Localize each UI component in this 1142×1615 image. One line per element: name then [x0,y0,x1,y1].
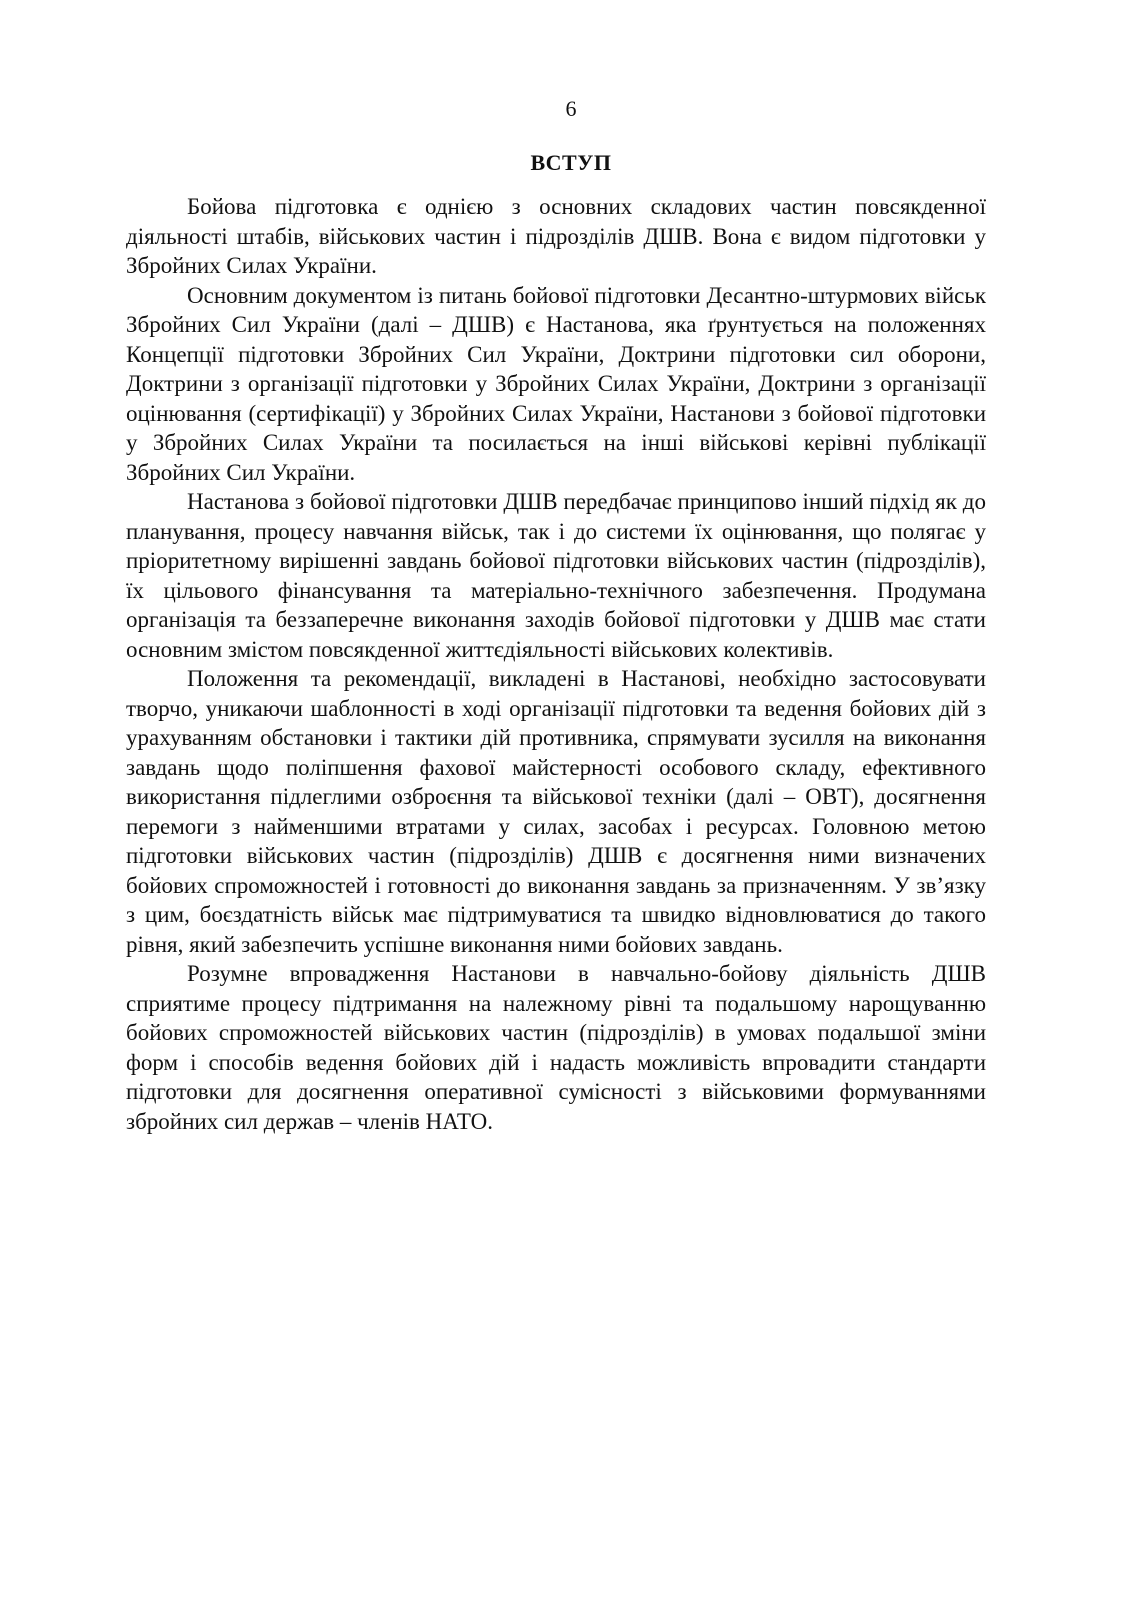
paragraph: Настанова з бойової підготовки ДШВ передбачає принципово інший підхід як до планування, процесу навчання військ, так і до системи їх оцінювання, що полягає у пріоритетному вирішенні завдань бойової підготовки військових частин (підрозділів), їх цільового фінансування та матеріально-технічного забезпечення. Продумана організація та беззаперечне виконання заходів бойової підготовки у ДШВ має стати основним змістом повсякденної життєдіяльності військових колективів. [126,489,986,662]
body-text [126,192,986,1136]
page-number: 6 [565,96,577,121]
section-heading: ВСТУП [530,150,612,175]
paragraph: Розумне впровадження Настанови в навчально-бойову діяльність ДШВ сприятиме процесу підтримання на належному рівні та подальшому нарощуванню бойових спроможностей військових частин (підрозділів) в умовах подальшої зміни форм і способів ведення бойових дій і надасть можливість впровадити стандарти підготовки для досягнення оперативної сумісності з військовими формуваннями збройних сил держав – членів НАТО. [126,961,986,1134]
paragraph: Положення та рекомендації, викладені в Настанові, необхідно застосовувати творчо, уникаючи шаблонності в ході організації підготовки та ведення бойових дій з урахуванням обстановки і тактики дій противника, спрямувати зусилля на виконання завдань щодо поліпшення фахової майстерності особового складу, ефективного використання підлеглими озброєння та військової техніки (далі – ОВТ), досягнення перемоги з найменшими втратами у силах, засобах і ресурсах. Головною метою підготовки військових частин (підрозділів) ДШВ є досягнення ними визначених бойових спроможностей і готовності до виконання завдань за призначенням. У зв’язку з цим, боєздатність військ має підтримуватися та швидко відновлюватися до такого рівня, який забезпечить успішне виконання ними бойових завдань. [126,666,986,957]
paragraph: Бойова підготовка є однією з основних складових частин повсякденної діяльності штабів, військових частин і підрозділів ДШВ. Вона є видом підготовки у Збройних Силах України. [126,194,986,278]
paragraph: Основним документом із питань бойової підготовки Десантно-штурмових військ Збройних Сил України (далі – ДШВ) є Настанова, яка ґрунтується на положеннях Концепції підготовки Збройних Сил України, Доктрини підготовки сил оборони, Доктрини з організації підготовки у Збройних Силах України, Доктрини з організації оцінювання (сертифікації) у Збройних Силах України, Настанови з бойової підготовки у Збройних Силах України та посилається на інші військові керівні публікації Збройних Сил України. [126,282,986,485]
